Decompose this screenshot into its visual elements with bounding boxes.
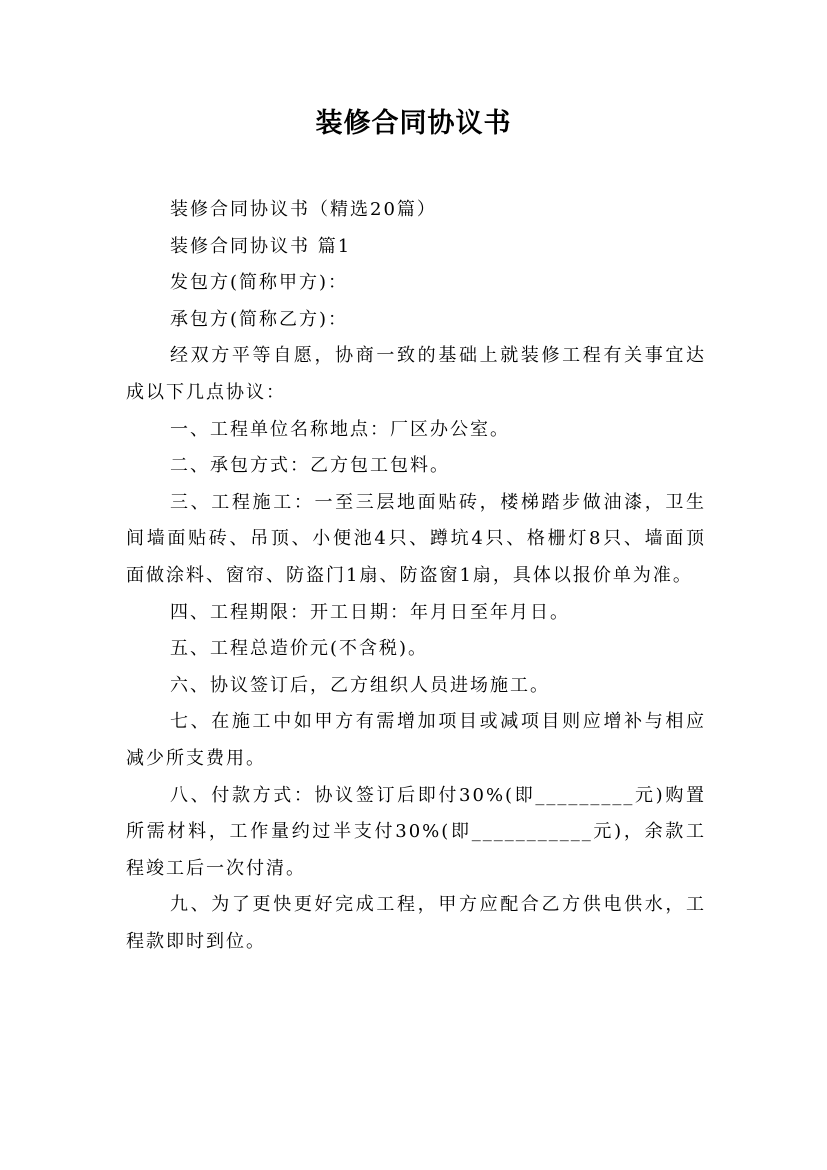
clause-4: 四、工程期限：开工日期：年月日至年月日。 (170, 601, 570, 623)
paragraph-party-b: 承包方(简称乙方)： (170, 308, 349, 330)
clause-9: 九、为了更快更好完成工程，甲方应配合乙方供电供水，工程款即时到位。 (126, 894, 706, 952)
document-title: 装修合同协议书 (315, 108, 512, 139)
clause-6: 六、协议签订后，乙方组织人员进场施工。 (170, 674, 550, 696)
clause-2: 二、承包方式：乙方包工包料。 (170, 455, 450, 477)
clause-8: 八、付款方式：协议签订后即付30%(即_________元)购置所需材料，工作量约过半支付30%(即___________元)，余款工程竣工后一次付清。 (126, 784, 706, 879)
clause-5: 五、工程总造价元(不含税)。 (170, 638, 429, 660)
paragraph-preamble: 经双方平等自愿，协商一致的基础上就装修工程有关事宜达成以下几点协议： (126, 345, 706, 403)
clause-1: 一、工程单位名称地点：厂区办公室。 (170, 418, 510, 440)
paragraph-section-heading: 装修合同协议书 篇1 (170, 235, 352, 257)
clause-3: 三、工程施工：一至三层地面贴砖，楼梯踏步做油漆，卫生间墙面贴砖、吊顶、小便池4只、蹲坑4只、格栅灯8只、墙面顶面做涂料、窗帘、防盗门1扇、防盗窗1扇，具体以报价单为准。 (126, 491, 706, 586)
paragraph-collection-title: 装修合同协议书（精选20篇） (170, 199, 437, 220)
document-body (126, 192, 706, 960)
paragraph-party-a: 发包方(简称甲方)： (170, 272, 349, 294)
clause-7: 七、在施工中如甲方有需增加项目或减项目则应增补与相应减少所支费用。 (126, 711, 706, 769)
